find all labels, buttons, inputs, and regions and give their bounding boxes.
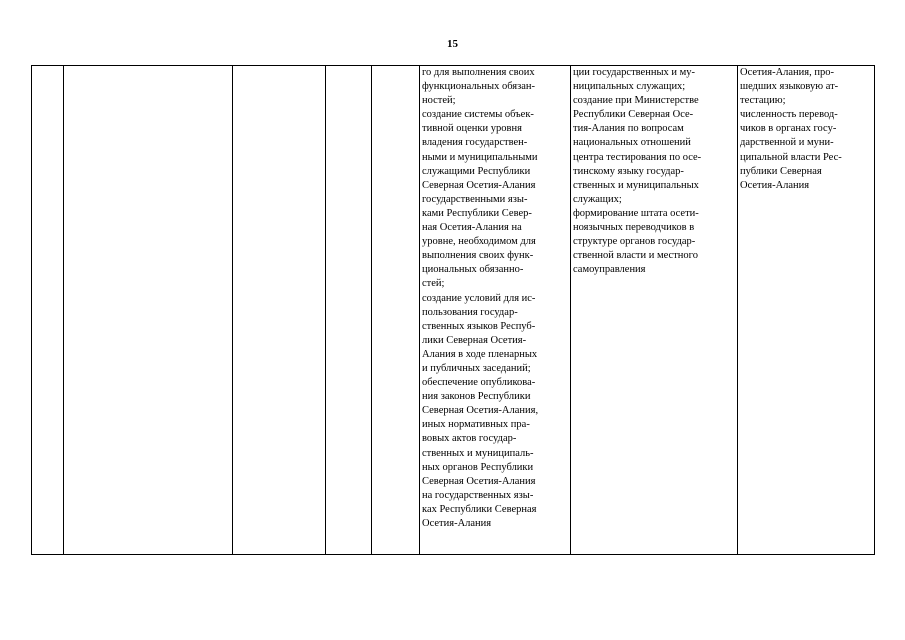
- text-line: ственной власти и местного: [573, 250, 698, 262]
- text-line: выполнения своих функ-: [422, 250, 534, 262]
- text-line: Северная Осетия-Алания: [422, 179, 536, 191]
- text-line: Осетия-Алания: [740, 179, 810, 191]
- text-line: ная Осетия-Алания на: [422, 222, 522, 234]
- text-line: Северная Осетия-Алания: [422, 475, 536, 487]
- text-line: пользования государ-: [422, 306, 518, 318]
- text-line: государственными язы-: [422, 193, 528, 205]
- measures-table: [31, 65, 875, 555]
- text-line: функциональных обязан-: [422, 81, 536, 93]
- text-line: лики Северная Осетия-: [422, 334, 527, 346]
- text-line: ными и муниципальными: [422, 151, 538, 163]
- text-line: ния законов Республики: [422, 391, 531, 403]
- text-line: создание при Министерстве: [573, 95, 699, 107]
- text-line: обеспечение опубликова-: [422, 377, 536, 389]
- text-line: тия-Алания по вопросам: [573, 123, 684, 135]
- cell-indicators: [738, 66, 875, 555]
- text-line: структуре органов государ-: [573, 236, 696, 248]
- text-line: Алания в ходе пленарных: [422, 348, 538, 360]
- text-line: самоуправления: [573, 264, 646, 276]
- text-line: чиков в органах госу-: [740, 123, 837, 135]
- text-line: создание условий для ис-: [422, 292, 536, 304]
- text-line: циональных обязанно-: [422, 264, 524, 276]
- text-line: шедших языковую ат-: [740, 81, 839, 93]
- text-line: дарственной и муни-: [740, 137, 834, 149]
- text-line: служащих;: [573, 193, 622, 205]
- cell-number: [32, 66, 64, 555]
- text-line: ственных и муниципаль-: [422, 447, 534, 459]
- text-line: национальных отношений: [573, 137, 691, 149]
- cell-start: [326, 66, 372, 555]
- text-line: ципальной власти Рес-: [740, 151, 842, 163]
- text-line: служащими Республики: [422, 165, 531, 177]
- cell-name: [64, 66, 233, 555]
- table-row: [32, 66, 875, 555]
- text-line: ноязычных переводчиков в: [573, 222, 695, 234]
- text-line: ственных и муниципальных: [573, 179, 699, 191]
- text-line: ции государственных и му-: [573, 67, 696, 78]
- indicators-text: [740, 66, 872, 193]
- text-line: Осетия-Алания: [422, 518, 492, 529]
- text-line: иных нормативных пра-: [422, 419, 530, 431]
- cell-main-directions: [571, 66, 738, 555]
- text-line: ниципальных служащих;: [573, 81, 686, 93]
- text-line: ностей;: [422, 95, 456, 107]
- cell-end: [372, 66, 420, 555]
- text-line: центра тестирования по осе-: [573, 151, 702, 163]
- text-line: на государственных язы-: [422, 489, 534, 501]
- text-line: формирование штата осети-: [573, 207, 699, 219]
- text-line: численность перевод-: [740, 109, 838, 121]
- text-line: тивной оценки уровня: [422, 123, 522, 135]
- page-number: 15: [447, 38, 458, 50]
- text-line: ках Республики Северная: [422, 503, 537, 515]
- text-line: ственных языков Респуб-: [422, 320, 536, 332]
- cell-executor: [233, 66, 326, 555]
- text-line: уровне, необходимом для: [422, 236, 536, 248]
- text-line: ками Республики Север-: [422, 207, 532, 219]
- expected-results-text: [422, 66, 568, 531]
- text-line: и публичных заседаний;: [422, 362, 531, 374]
- text-line: создание системы объек-: [422, 109, 534, 121]
- text-line: Республики Северная Осе-: [573, 109, 694, 121]
- text-line: публики Северная: [740, 165, 822, 177]
- text-line: тестацию;: [740, 95, 786, 107]
- text-line: владения государствен-: [422, 137, 528, 149]
- text-line: тинскому языку государ-: [573, 165, 684, 177]
- text-line: Осетия-Алания, про-: [740, 67, 834, 78]
- main-directions-text: [573, 66, 735, 277]
- text-line: стей;: [422, 278, 445, 290]
- text-line: го для выполнения своих: [422, 67, 535, 78]
- cell-expected-results: [420, 66, 571, 555]
- text-line: Северная Осетия-Алания,: [422, 405, 539, 417]
- text-line: ных органов Республики: [422, 461, 534, 473]
- text-line: вовых актов государ-: [422, 433, 517, 445]
